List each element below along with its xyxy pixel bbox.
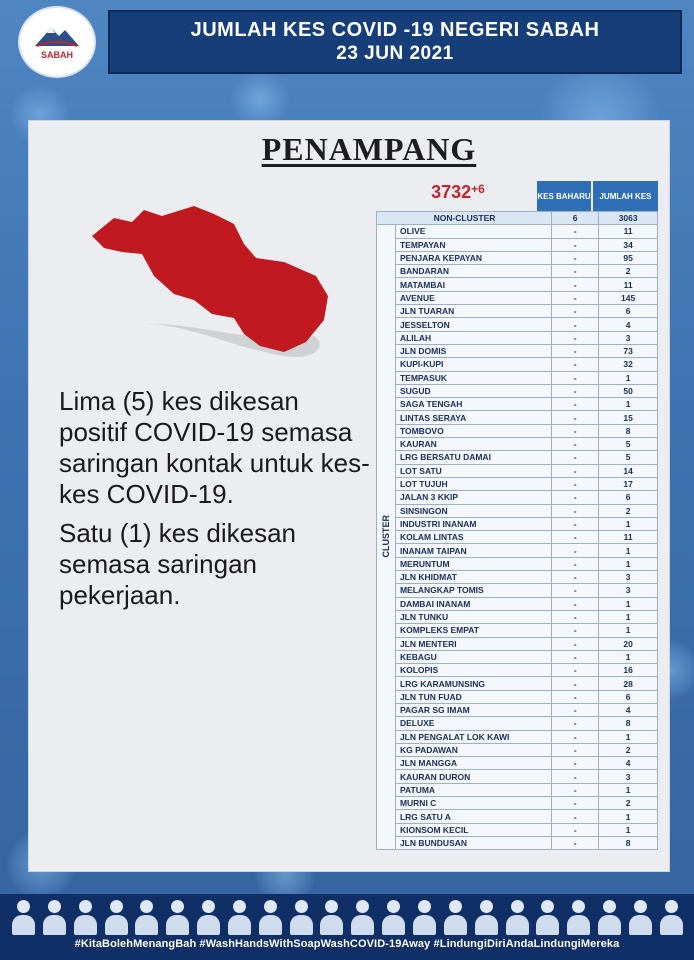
cluster-total-cases: 8 [599, 424, 658, 437]
cluster-new-cases: - [551, 717, 598, 730]
cluster-name: JLN MENTERI [395, 637, 551, 650]
cluster-row [377, 557, 658, 570]
cluster-new-cases: - [551, 451, 598, 464]
cluster-name: PENJARA KEPAYAN [395, 251, 551, 264]
cluster-new-cases: - [551, 504, 598, 517]
cluster-new-cases: - [551, 517, 598, 530]
cluster-new-cases: - [551, 664, 598, 677]
cluster-row [377, 637, 658, 650]
cluster-total-cases: 1 [599, 650, 658, 663]
cluster-total-cases: 32 [599, 358, 658, 371]
cluster-row [377, 451, 658, 464]
cluster-name: MURNI C [395, 797, 551, 810]
cluster-new-cases: - [551, 251, 598, 264]
cluster-name: SAGA TENGAH [395, 398, 551, 411]
cluster-row [377, 504, 658, 517]
cluster-total-cases: 3 [599, 770, 658, 783]
cluster-name: LOT SATU [395, 464, 551, 477]
cluster-total-cases: 4 [599, 318, 658, 331]
health-worker-icon [164, 898, 190, 936]
cluster-new-cases: - [551, 438, 598, 451]
cluster-total-cases: 8 [599, 836, 658, 849]
cluster-row [377, 424, 658, 437]
cluster-name: KUPI-KUPI [395, 358, 551, 371]
non-cluster-new: 6 [551, 212, 598, 225]
cluster-total-cases: 4 [599, 757, 658, 770]
cluster-total-cases: 4 [599, 703, 658, 716]
cluster-new-cases: - [551, 398, 598, 411]
cluster-new-cases: - [551, 770, 598, 783]
cluster-row [377, 544, 658, 557]
cluster-name: TOMBOVO [395, 424, 551, 437]
cluster-total-cases: 1 [599, 823, 658, 836]
cluster-name: INANAM TAIPAN [395, 544, 551, 557]
cluster-name: JLN TUN FUAD [395, 690, 551, 703]
cluster-name: JALAN 3 KKIP [395, 491, 551, 504]
health-workers-illustration [10, 898, 684, 938]
description-paragraph-1: Lima (5) kes dikesan positif COVID-19 semasa saringan kontak untuk kes-kes COVID-19. [59, 386, 370, 509]
cluster-row [377, 531, 658, 544]
cluster-new-cases: - [551, 531, 598, 544]
cluster-new-cases: - [551, 305, 598, 318]
cluster-name: JLN TUNKU [395, 610, 551, 623]
cluster-row [377, 291, 658, 304]
cluster-name: AVENUE [395, 291, 551, 304]
cluster-row [377, 225, 658, 238]
cluster-row [377, 730, 658, 743]
cluster-row [377, 610, 658, 623]
cluster-name: MELANGKAP TOMIS [395, 584, 551, 597]
cluster-new-cases: - [551, 557, 598, 570]
health-worker-icon [380, 898, 406, 936]
cluster-row [377, 743, 658, 756]
cluster-total-cases: 8 [599, 717, 658, 730]
health-worker-icon [318, 898, 344, 936]
cluster-row [377, 797, 658, 810]
health-worker-icon [10, 898, 36, 936]
cluster-new-cases: - [551, 690, 598, 703]
health-worker-icon [72, 898, 98, 936]
cluster-row [377, 517, 658, 530]
cluster-total-cases: 1 [599, 810, 658, 823]
total-value: 3732 [431, 182, 472, 202]
cluster-total-cases: 3 [599, 584, 658, 597]
cluster-name: LRG SATU A [395, 810, 551, 823]
cluster-new-cases: - [551, 757, 598, 770]
cluster-name: TEMPASUK [395, 371, 551, 384]
cluster-total-cases: 11 [599, 531, 658, 544]
cluster-row [377, 411, 658, 424]
cluster-row [377, 677, 658, 690]
cluster-total-cases: 2 [599, 743, 658, 756]
footer-hashtags: #KitaBolehMenangBah #WashHandsWithSoapWashCOVID-19Away #LindungiDiriAndaLindungiMereka [74, 938, 620, 950]
district-title: PENAMPANG [261, 131, 477, 167]
health-worker-icon [473, 898, 499, 936]
cluster-total-cases: 6 [599, 305, 658, 318]
cluster-new-cases: - [551, 797, 598, 810]
cluster-row [377, 783, 658, 796]
cluster-row [377, 823, 658, 836]
cluster-new-cases: - [551, 291, 598, 304]
cluster-total-cases: 5 [599, 438, 658, 451]
cluster-total-cases: 11 [599, 225, 658, 238]
cluster-row [377, 717, 658, 730]
cluster-name: JLN DOMIS [395, 344, 551, 357]
health-worker-icon [41, 898, 67, 936]
cluster-total-cases: 95 [599, 251, 658, 264]
health-worker-icon [103, 898, 129, 936]
cluster-total-cases: 1 [599, 371, 658, 384]
cluster-total-cases: 6 [599, 491, 658, 504]
cluster-new-cases: - [551, 371, 598, 384]
cluster-new-cases: - [551, 730, 598, 743]
cluster-total-cases: 14 [599, 464, 658, 477]
cluster-row [377, 358, 658, 371]
cluster-total-cases: 2 [599, 504, 658, 517]
cluster-total-cases: 28 [599, 677, 658, 690]
cluster-name: KG PADAWAN [395, 743, 551, 756]
cluster-total-cases: 2 [599, 265, 658, 278]
cluster-new-cases: - [551, 783, 598, 796]
cluster-row [377, 624, 658, 637]
cluster-new-cases: - [551, 836, 598, 849]
cluster-row [377, 464, 658, 477]
health-worker-icon [133, 898, 159, 936]
cluster-row [377, 384, 658, 397]
health-worker-icon [288, 898, 314, 936]
cluster-row [377, 810, 658, 823]
cluster-name: JESSELTON [395, 318, 551, 331]
cluster-row [377, 371, 658, 384]
cluster-row [377, 318, 658, 331]
cluster-new-cases: - [551, 650, 598, 663]
cluster-total-cases: 73 [599, 344, 658, 357]
district-map [84, 196, 334, 366]
cluster-row [377, 491, 658, 504]
cluster-total-cases: 15 [599, 411, 658, 424]
health-worker-icon [195, 898, 221, 936]
content-panel [28, 120, 670, 872]
cluster-total-cases: 16 [599, 664, 658, 677]
non-cluster-row [377, 212, 658, 225]
cluster-name: LRG BERSATU DAMAI [395, 451, 551, 464]
health-worker-icon [534, 898, 560, 936]
cluster-name: LOT TUJUH [395, 477, 551, 490]
cluster-new-cases: - [551, 411, 598, 424]
health-worker-icon [349, 898, 375, 936]
column-header-total-cases: JUMLAH KES [593, 181, 658, 213]
cluster-name: JLN PENGALAT LOK KAWI [395, 730, 551, 743]
cluster-total-cases: 1 [599, 544, 658, 557]
description-paragraph-2: Satu (1) kes dikesan semasa saringan pekerjaan. [59, 518, 297, 610]
total-increase: +6 [471, 182, 485, 196]
cluster-total-cases: 1 [599, 557, 658, 570]
cluster-name: JLN KHIDMAT [395, 571, 551, 584]
cluster-new-cases: - [551, 544, 598, 557]
logo-text: SABAH [40, 50, 73, 60]
cluster-new-cases: - [551, 331, 598, 344]
cluster-row [377, 650, 658, 663]
non-cluster-name: NON-CLUSTER [377, 212, 552, 225]
cluster-new-cases: - [551, 571, 598, 584]
page-header [108, 10, 682, 74]
footer-banner [0, 894, 694, 960]
cluster-label: CLUSTER [380, 515, 391, 558]
cluster-name: OLIVE [395, 225, 551, 238]
cluster-total-cases: 17 [599, 477, 658, 490]
cluster-new-cases: - [551, 238, 598, 251]
cluster-name: KAURAN DURON [395, 770, 551, 783]
cluster-name: PATUMA [395, 783, 551, 796]
cluster-new-cases: - [551, 610, 598, 623]
cluster-row [377, 305, 658, 318]
cluster-side-label [377, 225, 396, 850]
cluster-new-cases: - [551, 810, 598, 823]
cluster-name: MATAMBAI [395, 278, 551, 291]
cluster-new-cases: - [551, 344, 598, 357]
cluster-total-cases: 3 [599, 571, 658, 584]
cluster-name: SINSINGON [395, 504, 551, 517]
cluster-name: JLN TUARAN [395, 305, 551, 318]
cluster-name: DELUXE [395, 717, 551, 730]
cluster-new-cases: - [551, 278, 598, 291]
cluster-new-cases: - [551, 584, 598, 597]
cluster-name: INDUSTRI INANAM [395, 517, 551, 530]
cluster-row [377, 251, 658, 264]
cluster-new-cases: - [551, 464, 598, 477]
cluster-name: JLN MANGGA [395, 757, 551, 770]
cluster-total-cases: 1 [599, 624, 658, 637]
cluster-total-cases: 145 [599, 291, 658, 304]
cluster-total-cases: 20 [599, 637, 658, 650]
cluster-row [377, 265, 658, 278]
cluster-total-cases: 5 [599, 451, 658, 464]
health-worker-icon [504, 898, 530, 936]
cluster-row [377, 836, 658, 849]
cluster-new-cases: - [551, 743, 598, 756]
cluster-name: ALILAH [395, 331, 551, 344]
cluster-new-cases: - [551, 624, 598, 637]
cluster-name: KAURAN [395, 438, 551, 451]
cluster-total-cases: 2 [599, 797, 658, 810]
cluster-new-cases: - [551, 477, 598, 490]
cluster-total-cases: 11 [599, 278, 658, 291]
cluster-total-cases: 1 [599, 783, 658, 796]
cluster-name: KOLOPIS [395, 664, 551, 677]
cluster-total-cases: 50 [599, 384, 658, 397]
cluster-new-cases: - [551, 358, 598, 371]
cluster-total-cases: 1 [599, 517, 658, 530]
cluster-row [377, 477, 658, 490]
column-header-new-cases: KES BAHARU [537, 181, 591, 213]
cluster-new-cases: - [551, 597, 598, 610]
health-worker-icon [596, 898, 622, 936]
cluster-row [377, 344, 658, 357]
cluster-total-cases: 6 [599, 690, 658, 703]
cluster-new-cases: - [551, 637, 598, 650]
cluster-total-cases: 1 [599, 730, 658, 743]
health-worker-icon [226, 898, 252, 936]
cluster-name: SUGUD [395, 384, 551, 397]
cluster-total-cases: 1 [599, 398, 658, 411]
health-worker-icon [658, 898, 684, 936]
cluster-total-cases: 34 [599, 238, 658, 251]
cluster-row [377, 571, 658, 584]
mountain-logo-icon [33, 24, 81, 48]
sabah-health-logo [18, 6, 96, 78]
health-worker-icon [627, 898, 653, 936]
cluster-name: MERUNTUM [395, 557, 551, 570]
cluster-row [377, 690, 658, 703]
cluster-new-cases: - [551, 823, 598, 836]
cluster-name: KOLAM LINTAS [395, 531, 551, 544]
cluster-row [377, 703, 658, 716]
cluster-row [377, 438, 658, 451]
cluster-name: KEBAGU [395, 650, 551, 663]
health-worker-icon [411, 898, 437, 936]
cluster-name: LRG KARAMUNSING [395, 677, 551, 690]
cluster-row [377, 278, 658, 291]
cluster-row [377, 664, 658, 677]
cases-table [376, 211, 658, 850]
cluster-name: TEMPAYAN [395, 238, 551, 251]
cluster-new-cases: - [551, 677, 598, 690]
cluster-row [377, 398, 658, 411]
header-title: JUMLAH KES COVID -19 NEGERI SABAH [190, 19, 600, 41]
cluster-name: BANDARAN [395, 265, 551, 278]
cluster-name: LINTAS SERAYA [395, 411, 551, 424]
cluster-new-cases: - [551, 225, 598, 238]
cluster-name: PAGAR SG IMAM [395, 703, 551, 716]
non-cluster-total: 3063 [599, 212, 658, 225]
cluster-name: JLN BUNDUSAN [395, 836, 551, 849]
cluster-total-cases: 1 [599, 610, 658, 623]
health-worker-icon [442, 898, 468, 936]
health-worker-icon [257, 898, 283, 936]
total-cases [417, 182, 499, 203]
cluster-total-cases: 3 [599, 331, 658, 344]
cluster-new-cases: - [551, 384, 598, 397]
cluster-new-cases: - [551, 318, 598, 331]
case-description [59, 386, 374, 619]
cluster-row [377, 770, 658, 783]
cluster-new-cases: - [551, 424, 598, 437]
cluster-row [377, 238, 658, 251]
cluster-row [377, 597, 658, 610]
health-worker-icon [565, 898, 591, 936]
cluster-row [377, 584, 658, 597]
header-date: 23 JUN 2021 [336, 43, 454, 64]
cluster-name: KIONSOM KECIL [395, 823, 551, 836]
cluster-row [377, 331, 658, 344]
cluster-new-cases: - [551, 703, 598, 716]
cluster-new-cases: - [551, 265, 598, 278]
cluster-total-cases: 1 [599, 597, 658, 610]
cluster-name: DAMBAI INANAM [395, 597, 551, 610]
cluster-row [377, 757, 658, 770]
cluster-new-cases: - [551, 491, 598, 504]
cluster-name: KOMPLEKS EMPAT [395, 624, 551, 637]
